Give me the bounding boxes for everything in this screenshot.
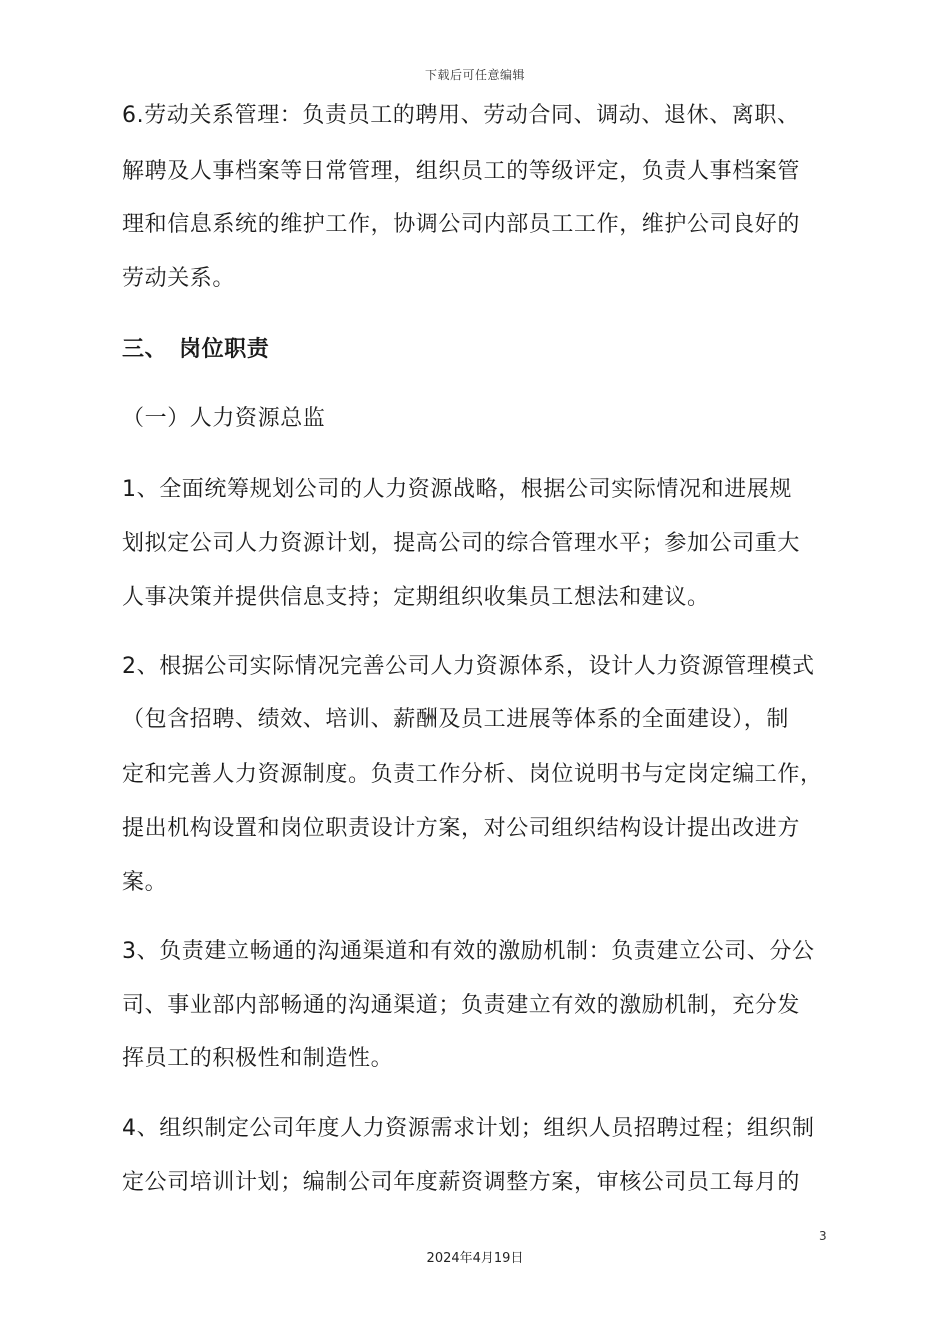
section-title: 岗位职责: [179, 337, 270, 362]
paragraph-line: 解聘及人事档案等日常管理，组织员工的等级评定，负责人事档案管: [122, 159, 801, 184]
paragraph-line: 4、组织制定公司年度人力资源需求计划；组织人员招聘过程；组织制: [122, 1116, 815, 1141]
paragraph-line: 劳动关系。: [122, 266, 236, 291]
paragraph-line: 2、根据公司实际情况完善公司人力资源体系，设计人力资源管理模式: [122, 654, 815, 679]
paragraph-line: 定公司培训计划；编制公司年度薪资调整方案，审核公司员工每月的: [122, 1170, 801, 1195]
paragraph-line: 案。: [122, 870, 168, 895]
paragraph-line: 划拟定公司人力资源计划，提高公司的综合管理水平；参加公司重大: [122, 531, 801, 556]
paragraph-line: 定和完善人力资源制度。负责工作分析、岗位说明书与定岗定编工作，: [122, 762, 823, 787]
header-note: 下载后可任意编辑: [424, 68, 525, 82]
paragraph-line: 3、负责建立畅通的沟通渠道和有效的激励机制：负责建立公司、分公: [122, 939, 815, 964]
paragraph-line: 提出机构设置和岗位职责设计方案，对公司组织结构设计提出改进方: [122, 816, 801, 841]
paragraph-line: 挥员工的积极性和制造性。: [122, 1046, 394, 1071]
subsection-heading: （一）人力资源总监: [122, 406, 326, 431]
section-heading: [122, 335, 269, 365]
paragraph-line: 1、全面统筹规划公司的人力资源战略，根据公司实际情况和进展规: [122, 477, 792, 502]
footer-date: 2024年4月19日: [426, 1251, 524, 1266]
page-number: 3: [819, 1229, 827, 1243]
paragraph-line: 司、事业部内部畅通的沟通渠道；负责建立有效的激励机制，充分发: [122, 993, 801, 1018]
section-number: 三、: [122, 337, 168, 362]
paragraph-line: 理和信息系统的维护工作，协调公司内部员工工作，维护公司良好的: [122, 212, 801, 237]
paragraph-line: 6.劳动关系管理：负责员工的聘用、劳动合同、调动、退休、离职、: [122, 103, 800, 128]
paragraph-line: 人事决策并提供信息支持；定期组织收集员工想法和建议。: [122, 585, 710, 610]
paragraph-line: （包含招聘、绩效、培训、薪酬及员工进展等体系的全面建设），制: [122, 707, 790, 732]
